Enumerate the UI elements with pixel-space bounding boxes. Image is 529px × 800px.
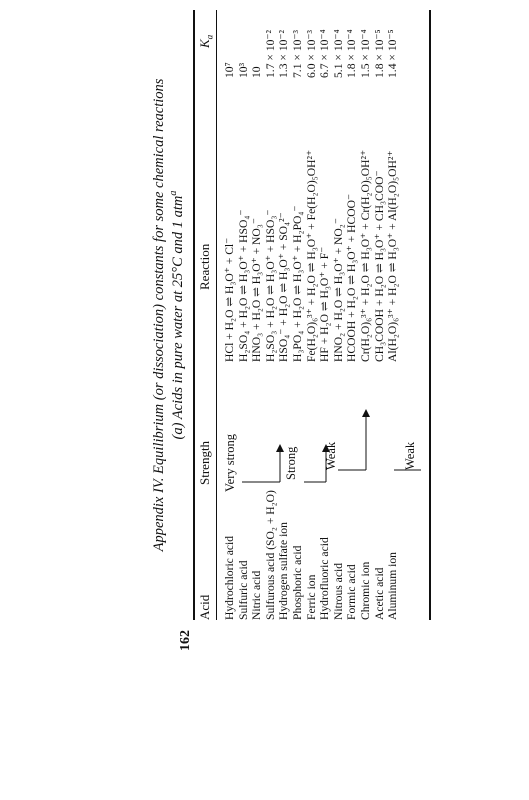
cell-ka: 10⁷	[223, 62, 236, 78]
cell-ka: 1.8 × 10⁻⁴	[345, 29, 359, 78]
cell-reaction: H₃PO₄ + H₂O ⇌ H₃O⁺ + H₂PO₄⁻	[290, 205, 304, 362]
cell-acid: Hydrogen sulfate ion	[277, 522, 291, 620]
header-strength: Strength	[197, 440, 212, 485]
cell-acid: Acetic acid	[372, 567, 386, 620]
strength-weak-upper: Weak	[324, 441, 338, 470]
table-row	[359, 10, 373, 620]
cell-ka: 1.3 × 10⁻²	[277, 29, 291, 78]
strength-very-strong: Very strong	[223, 434, 237, 492]
table-header-rule	[216, 10, 217, 620]
cell-acid: Nitric acid	[250, 570, 264, 620]
cell-reaction: H₂SO₃ + H₂O ⇌ H₃O⁺ + HSO₃⁻	[263, 209, 277, 362]
cell-acid: Chromic ion	[358, 561, 372, 620]
cell-ka: 10³	[236, 62, 250, 78]
header-ka-subscript: a	[204, 34, 215, 40]
cell-ka: 6.7 × 10⁻⁴	[318, 29, 332, 78]
cell-acid: Sulfurous acid (SO₂ + H₂O)	[263, 490, 277, 620]
strength-strong: Strong	[284, 446, 298, 480]
cell-ka: 5.1 × 10⁻⁴	[331, 29, 345, 78]
table-row	[305, 10, 319, 620]
table-row	[386, 10, 400, 620]
cell-reaction: CH₃COOH + H₂O ⇌ H₃O⁺ + CH₃COO⁻	[372, 170, 386, 362]
table-row	[345, 10, 359, 620]
cell-acid: Ferric ion	[304, 574, 318, 620]
table-row	[332, 10, 346, 620]
cell-ka: 1.5 × 10⁻⁴	[358, 29, 372, 78]
caption-footnote-mark: a	[168, 190, 180, 196]
table-row	[291, 10, 305, 620]
table-top-rule	[193, 10, 195, 620]
table-row	[373, 10, 387, 620]
table-row	[264, 10, 278, 620]
cell-acid: Nitrous acid	[331, 563, 345, 620]
cell-ka: 10	[250, 66, 264, 78]
cell-acid: Formic acid	[345, 564, 359, 620]
strength-weak-lower: Weak	[403, 441, 417, 470]
cell-reaction: HNO₂ + H₂O ⇌ H₃O⁺ + NO₂⁻	[331, 218, 345, 362]
cell-acid: Hydrofluoric acid	[318, 537, 332, 620]
appendix-table-block	[150, 10, 440, 620]
cell-reaction: HCl + H₂O ⇌ H₃O⁺ + Cl⁻	[223, 237, 236, 362]
header-reaction: Reaction	[197, 243, 212, 290]
caption-subtitle-text: (a) Acids in pure water at 25°C and 1 atm	[170, 195, 186, 440]
header-ka	[197, 35, 213, 48]
cell-acid: Aluminum ion	[386, 552, 400, 620]
table-row	[277, 10, 291, 620]
cell-acid: Sulfuric acid	[236, 560, 250, 620]
cell-ka: 6.0 × 10⁻³	[304, 29, 318, 78]
table-row	[318, 10, 332, 620]
table-row	[250, 10, 264, 620]
caption-subtitle	[169, 10, 187, 620]
cell-reaction: HNO₃ + H₂O ⇌ H₃O⁺ + NO₃⁻	[250, 218, 264, 362]
header-ka-symbol: K	[197, 39, 212, 48]
cell-reaction: HSO₄⁻ + H₂O ⇌ H₃O⁺ + SO₄²⁻	[277, 212, 291, 362]
header-acid: Acid	[197, 594, 212, 620]
table-row	[237, 10, 251, 620]
cell-reaction: HCOOH + H₂O ⇌ H₃O⁺ + HCOO⁻	[345, 193, 359, 362]
cell-acid: Phosphoric acid	[290, 545, 304, 620]
cell-reaction: Cr(H₂O)₆³⁺ + H₂O ⇌ H₃O⁺ + Cr(H₂O)₅OH²⁺	[358, 149, 372, 362]
caption-title: Appendix IV. Equilibrium (or dissociation) constants for some chemical reactions	[151, 78, 167, 552]
cell-reaction: Fe(H₂O)₆³⁺ + H₂O ⇌ H₃O⁺ + Fe(H₂O)₅OH²⁺	[304, 149, 318, 362]
table-bottom-rule	[429, 10, 431, 620]
cell-ka: 7.1 × 10⁻³	[290, 29, 304, 78]
table-body	[223, 10, 400, 620]
page-number: 162	[178, 630, 193, 651]
cell-reaction: HF + H₂O ⇌ H₃O⁺ + F⁻	[318, 246, 332, 362]
cell-reaction: H₂SO₄ + H₂O ⇌ H₃O⁺ + HSO₄⁻	[236, 209, 250, 362]
table-row	[223, 10, 237, 620]
cell-ka: 1.4 × 10⁻⁵	[386, 29, 400, 78]
cell-acid: Hydrochloric acid	[223, 535, 236, 620]
cell-ka: 1.8 × 10⁻⁵	[372, 29, 386, 78]
cell-ka: 1.7 × 10⁻²	[263, 29, 277, 78]
cell-reaction: Al(H₂O)₆³⁺ + H₂O ⇌ H₃O⁺ + Al(H₂O)₅OH²⁺	[386, 150, 400, 362]
